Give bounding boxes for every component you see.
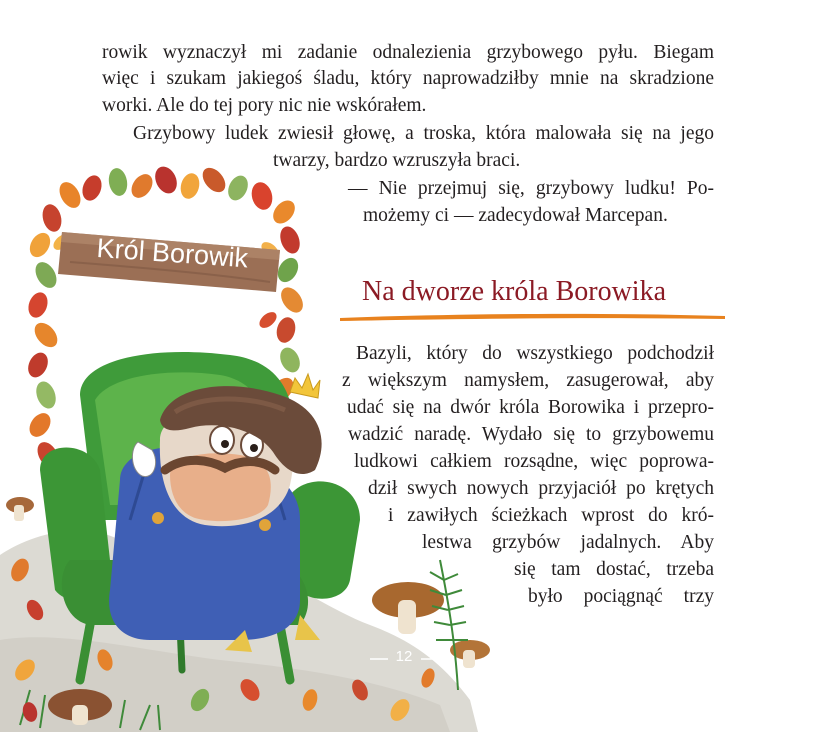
page-number: 12 <box>395 648 413 665</box>
wooden-sign <box>58 232 280 292</box>
text-line: możemy ci — zadecydował Marcepan. <box>363 205 668 226</box>
text-line: Bazyli, który do wszystkiego podchodził <box>356 343 714 364</box>
text-line: — Nie przejmuj się, grzybowy ludku! Po- <box>348 178 714 199</box>
text-line: rowik wyznaczył mi zadanie odnalezienia grzybowego pyłu. Biegam <box>102 42 714 63</box>
text-line: i zawiłych ścieżkach wprost do kró- <box>388 505 714 526</box>
text-line: wadzić naradę. Wydało się to grzybowemu <box>348 424 714 445</box>
section-heading: Na dworze króla Borowika <box>362 276 667 307</box>
sign-text: Król Borowik <box>95 232 250 274</box>
text-line: było pociągnąć trzy <box>528 586 714 607</box>
text-line: twarzy, bardzo wzruszyła braci. <box>273 150 521 171</box>
heading-underline <box>340 308 730 324</box>
text-line: z większym namysłem, zasugerował, aby <box>342 370 714 391</box>
text-line: udać się na dwór króla Borowika i przepro- <box>347 397 714 418</box>
text-line: Grzybowy ludek zwiesił głowę, a troska, która malowała się na jego <box>133 123 714 144</box>
crown-icon <box>290 374 320 398</box>
text-line: worki. Ale do tej pory nic nie wskórałem. <box>102 95 427 116</box>
text-line: więc i szukam jakiegoś śladu, który naprowadziłby mnie na skradzione <box>102 68 714 89</box>
text-line: ludkowi całkiem rozsądne, więc poprowa- <box>354 451 714 472</box>
text-line: dził swych nowych przyjaciół po krętych <box>368 478 714 499</box>
text-line: lestwa grzybów jadalnych. Aby <box>422 532 714 553</box>
text-line: się tam dostać, trzeba <box>514 559 714 580</box>
